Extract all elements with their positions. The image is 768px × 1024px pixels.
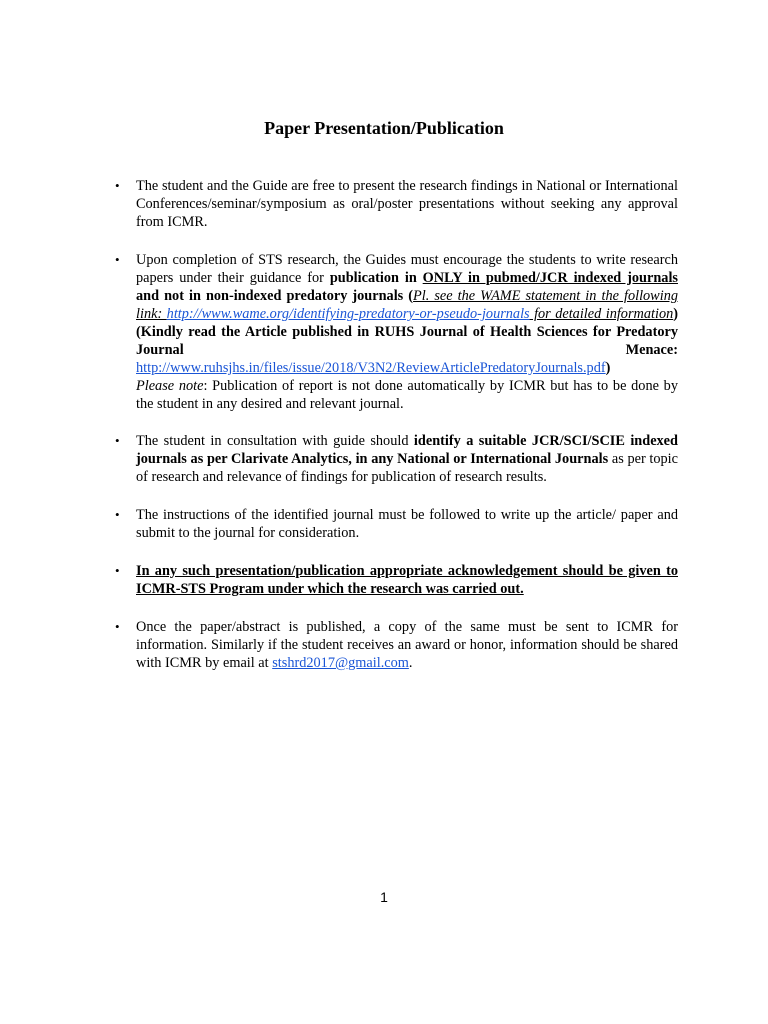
- bullet-item-journal-selection: [112, 432, 678, 486]
- paren-close: ): [605, 360, 611, 376]
- bullet-text: Upon completion of STS research, the Guides must encourage the students to write research papers under their guidance for: [136, 252, 678, 286]
- bullet-text: The student in consultation with guide should: [136, 433, 414, 449]
- bold-text: publication in: [329, 270, 423, 286]
- bullet-list: [112, 177, 678, 692]
- bullet-icon: •: [115, 563, 120, 578]
- email-link[interactable]: stshrd2017@gmail.com: [272, 655, 409, 671]
- paren-close: ): [673, 306, 679, 322]
- wame-statement-text: Pl. see the WAME statement in the following link:: [136, 288, 678, 322]
- bullet-item-presentation: [112, 177, 678, 231]
- ruhs-article-text: (Kindly read the Article published in RUHS Journal of Health Sciences for Predatory Journal Menace:: [136, 324, 678, 358]
- underlined-bold-text: ONLY in pubmed/JCR indexed journals: [422, 270, 678, 286]
- bullet-text: as per topic of research and relevance of findings for publication of research results.: [136, 451, 679, 485]
- paren-open: (: [403, 288, 414, 304]
- bullet-text: .: [408, 655, 413, 671]
- ruhs-link[interactable]: http://www.ruhsjhs.in/files/issue/2018/V3N2/ReviewArticlePredatoryJournals.pdf: [136, 360, 606, 376]
- bullet-item-publication: [112, 251, 678, 413]
- bullet-icon: •: [115, 252, 120, 267]
- bullet-icon: •: [115, 433, 120, 448]
- bullet-item-acknowledgement: [112, 562, 678, 598]
- page-number: 1: [380, 889, 388, 905]
- bullet-icon: •: [115, 619, 120, 634]
- bold-text: identify a suitable JCR/SCI/SCIE indexed journals as per Clarivate Analytics, in any National or International Journals: [136, 433, 678, 467]
- bullet-item-post-publication: [112, 618, 678, 672]
- page-title: Paper Presentation/Publication: [264, 118, 504, 138]
- note-label: Please note: [136, 378, 204, 394]
- bullet-text: The instructions of the identified journal must be followed to write up the article/ paper and submit to the journal for consideration.: [136, 507, 678, 541]
- wame-link[interactable]: http://www.wame.org/identifying-predatory-or-pseudo-journals: [166, 306, 530, 322]
- bullet-text: Once the paper/abstract is published, a copy of the same must be sent to ICMR for information. Similarly if the student receives an award or honor, information should be shared with ICMR by email at: [136, 619, 678, 671]
- note-text: : Publication of report is not done automatically by ICMR but has to be done by the student in any desired and relevant journal.: [136, 378, 678, 412]
- bullet-text: The student and the Guide are free to present the research findings in National or International Conferences/seminar/symposium as oral/poster presentations without seeking any approval from ICMR.: [136, 178, 678, 230]
- detailed-info-text: for detailed information: [529, 306, 674, 322]
- bullet-item-instructions: [112, 506, 678, 542]
- bullet-icon: •: [115, 507, 120, 522]
- bold-text: and not in non-indexed predatory journals: [136, 288, 404, 304]
- bullet-icon: •: [115, 178, 120, 193]
- bullet-text: In any such presentation/publication appropriate acknowledgement should be given to ICMR-STS Program under which the research was carried out.: [136, 563, 678, 597]
